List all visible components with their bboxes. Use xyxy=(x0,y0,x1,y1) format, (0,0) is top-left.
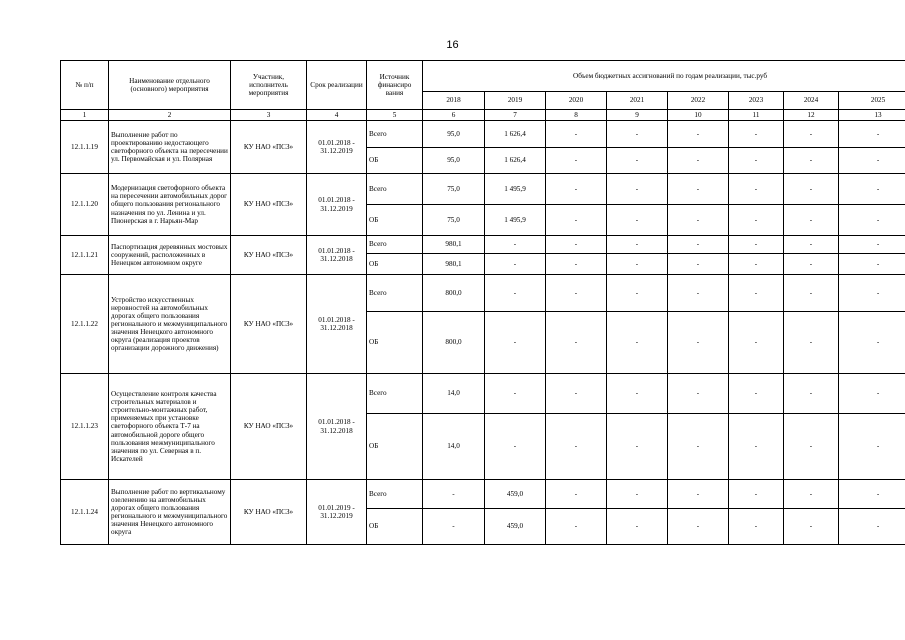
value-cell: - xyxy=(729,275,784,312)
value-cell: - xyxy=(485,374,546,414)
value-cell: - xyxy=(729,254,784,275)
budget-table xyxy=(60,60,905,545)
header-participant: Участник, исполнитель мероприятия xyxy=(231,61,307,110)
value-cell: - xyxy=(784,374,839,414)
value-cell: - xyxy=(668,509,729,545)
value-cell: - xyxy=(607,275,668,312)
value-cell: - xyxy=(485,312,546,374)
row-num: 12.1.1.24 xyxy=(61,480,109,545)
row-source: ОБ xyxy=(367,205,423,236)
value-cell: - xyxy=(839,236,905,254)
row-source: ОБ xyxy=(367,312,423,374)
column-number: 11 xyxy=(729,110,784,121)
value-cell: - xyxy=(423,480,485,509)
header-year: 2023 xyxy=(729,92,784,110)
value-cell: - xyxy=(485,275,546,312)
value-cell: - xyxy=(784,121,839,148)
row-source: ОБ xyxy=(367,414,423,480)
row-source: ОБ xyxy=(367,509,423,545)
row-name: Паспортизация деревянных мостовых сооружений, расположенных в Ненецком автономном округе xyxy=(109,236,231,275)
row-period: 01.01.2018 - 31.12.2018 xyxy=(307,374,367,480)
header-year: 2019 xyxy=(485,92,546,110)
value-cell: 14,0 xyxy=(423,374,485,414)
row-name: Выполнение работ по проектированию недостающего светофорного объекта на пересечении ул. Первомайская и ул. Полярная xyxy=(109,121,231,174)
value-cell: 1 626,4 xyxy=(485,148,546,174)
row-period: 01.01.2018 - 31.12.2018 xyxy=(307,236,367,275)
row-period: 01.01.2018 - 31.12.2019 xyxy=(307,121,367,174)
row-name: Модернизация светофорного объекта на пересечении автомобильных дорог общего пользования регионального назначения по ул. Ленина и ул. Пионерская в г. Нарьян-Мар xyxy=(109,174,231,236)
value-cell: - xyxy=(784,174,839,205)
value-cell: - xyxy=(729,480,784,509)
value-cell: - xyxy=(607,236,668,254)
table-row xyxy=(61,374,905,414)
value-cell: - xyxy=(729,236,784,254)
value-cell: - xyxy=(485,254,546,275)
table-row xyxy=(61,480,905,509)
value-cell: - xyxy=(784,205,839,236)
value-cell: 800,0 xyxy=(423,275,485,312)
value-cell: - xyxy=(607,414,668,480)
value-cell: - xyxy=(784,236,839,254)
value-cell: - xyxy=(485,236,546,254)
column-number-row xyxy=(61,110,905,121)
column-number: 4 xyxy=(307,110,367,121)
value-cell: - xyxy=(729,205,784,236)
column-number: 7 xyxy=(485,110,546,121)
value-cell: - xyxy=(668,121,729,148)
value-cell: - xyxy=(668,480,729,509)
value-cell: - xyxy=(546,236,607,254)
table-row xyxy=(61,174,905,205)
column-number: 1 xyxy=(61,110,109,121)
value-cell: 980,1 xyxy=(423,254,485,275)
value-cell: - xyxy=(668,236,729,254)
value-cell: - xyxy=(546,509,607,545)
value-cell: - xyxy=(607,312,668,374)
value-cell: - xyxy=(784,254,839,275)
value-cell: 95,0 xyxy=(423,148,485,174)
table-row xyxy=(61,236,905,254)
value-cell: - xyxy=(729,374,784,414)
value-cell: - xyxy=(546,312,607,374)
value-cell: 459,0 xyxy=(485,509,546,545)
value-cell: - xyxy=(784,275,839,312)
row-participant: КУ НАО «ПСЗ» xyxy=(231,275,307,374)
row-num: 12.1.1.20 xyxy=(61,174,109,236)
header-year: 2021 xyxy=(607,92,668,110)
value-cell: - xyxy=(729,312,784,374)
row-participant: КУ НАО «ПСЗ» xyxy=(231,480,307,545)
value-cell: - xyxy=(839,509,905,545)
value-cell: - xyxy=(839,205,905,236)
row-source: Всего xyxy=(367,480,423,509)
header-year: 2020 xyxy=(546,92,607,110)
row-participant: КУ НАО «ПСЗ» xyxy=(231,121,307,174)
column-number: 5 xyxy=(367,110,423,121)
value-cell: - xyxy=(607,205,668,236)
value-cell: - xyxy=(546,205,607,236)
column-number: 3 xyxy=(231,110,307,121)
value-cell: 459,0 xyxy=(485,480,546,509)
value-cell: - xyxy=(729,121,784,148)
value-cell: - xyxy=(839,254,905,275)
value-cell: - xyxy=(607,374,668,414)
row-source: ОБ xyxy=(367,148,423,174)
row-name: Выполнение работ по вертикальному озеленению на автомобильных дорогах общего пользования регионального и межмуниципального значения Ненецкого автономного округа xyxy=(109,480,231,545)
value-cell: - xyxy=(607,148,668,174)
value-cell: 75,0 xyxy=(423,205,485,236)
value-cell: - xyxy=(607,509,668,545)
value-cell: - xyxy=(839,275,905,312)
column-number: 8 xyxy=(546,110,607,121)
column-number: 6 xyxy=(423,110,485,121)
value-cell: - xyxy=(485,414,546,480)
page-number: 16 xyxy=(446,39,459,51)
value-cell: - xyxy=(607,121,668,148)
value-cell: 95,0 xyxy=(423,121,485,148)
header-year: 2025 xyxy=(839,92,905,110)
row-name: Устройство искусственных неровностей на автомобильных дорогах общего пользования регионального и межмуниципального значения Ненецкого автономного округа (реализация проектов организации дорожного движения) xyxy=(109,275,231,374)
value-cell: - xyxy=(729,414,784,480)
value-cell: - xyxy=(839,174,905,205)
value-cell: - xyxy=(607,254,668,275)
header-year: 2024 xyxy=(784,92,839,110)
row-source: ОБ xyxy=(367,254,423,275)
value-cell: - xyxy=(729,509,784,545)
column-number: 2 xyxy=(109,110,231,121)
value-cell: - xyxy=(729,148,784,174)
value-cell: - xyxy=(546,480,607,509)
value-cell: - xyxy=(668,148,729,174)
value-cell: 75,0 xyxy=(423,174,485,205)
row-source: Всего xyxy=(367,121,423,148)
header-name: Наименование отдельного (основного) мероприятия xyxy=(109,61,231,110)
row-name: Осуществление контроля качества строительных материалов и строительно-монтажных работ, применяемых при установке светофорного объекта Т-7 на автомобильной дороге общего пользования межмуниципального значения по ул. Северная в п. Искателей xyxy=(109,374,231,480)
column-number: 13 xyxy=(839,110,905,121)
value-cell: - xyxy=(839,480,905,509)
value-cell: - xyxy=(546,374,607,414)
row-source: Всего xyxy=(367,174,423,205)
column-number: 9 xyxy=(607,110,668,121)
value-cell: - xyxy=(668,275,729,312)
value-cell: - xyxy=(839,148,905,174)
value-cell: 800,0 xyxy=(423,312,485,374)
value-cell: - xyxy=(607,174,668,205)
row-num: 12.1.1.23 xyxy=(61,374,109,480)
value-cell: 980,1 xyxy=(423,236,485,254)
row-participant: КУ НАО «ПСЗ» xyxy=(231,374,307,480)
value-cell: - xyxy=(729,174,784,205)
value-cell: - xyxy=(839,414,905,480)
value-cell: - xyxy=(423,509,485,545)
value-cell: - xyxy=(668,312,729,374)
header-volumes: Объем бюджетных ассигнований по годам реализации, тыс.руб xyxy=(423,61,905,92)
row-period: 01.01.2019 - 31.12.2019 xyxy=(307,480,367,545)
column-number: 10 xyxy=(668,110,729,121)
row-num: 12.1.1.19 xyxy=(61,121,109,174)
value-cell: 1 626,4 xyxy=(485,121,546,148)
value-cell: - xyxy=(546,275,607,312)
row-source: Всего xyxy=(367,374,423,414)
value-cell: - xyxy=(784,414,839,480)
value-cell: - xyxy=(607,480,668,509)
row-participant: КУ НАО «ПСЗ» xyxy=(231,174,307,236)
value-cell: - xyxy=(546,148,607,174)
header-period: Срок реализации xyxy=(307,61,367,110)
value-cell: - xyxy=(784,509,839,545)
value-cell: - xyxy=(546,254,607,275)
row-num: 12.1.1.22 xyxy=(61,275,109,374)
row-source: Всего xyxy=(367,275,423,312)
value-cell: 14,0 xyxy=(423,414,485,480)
header-year: 2022 xyxy=(668,92,729,110)
value-cell: - xyxy=(668,254,729,275)
value-cell: - xyxy=(839,374,905,414)
value-cell: - xyxy=(784,148,839,174)
value-cell: - xyxy=(668,414,729,480)
row-period: 01.01.2018 - 31.12.2018 xyxy=(307,275,367,374)
value-cell: - xyxy=(839,312,905,374)
row-participant: КУ НАО «ПСЗ» xyxy=(231,236,307,275)
value-cell: - xyxy=(839,121,905,148)
value-cell: - xyxy=(546,121,607,148)
value-cell: - xyxy=(668,205,729,236)
row-source: Всего xyxy=(367,236,423,254)
value-cell: 1 495,9 xyxy=(485,205,546,236)
table-row xyxy=(61,275,905,312)
column-number: 12 xyxy=(784,110,839,121)
header-source: Источник финансиро вания xyxy=(367,61,423,110)
row-num: 12.1.1.21 xyxy=(61,236,109,275)
table-row xyxy=(61,121,905,148)
header-year: 2018 xyxy=(423,92,485,110)
value-cell: - xyxy=(784,312,839,374)
row-period: 01.01.2018 - 31.12.2019 xyxy=(307,174,367,236)
value-cell: 1 495,9 xyxy=(485,174,546,205)
value-cell: - xyxy=(546,174,607,205)
value-cell: - xyxy=(668,174,729,205)
value-cell: - xyxy=(784,480,839,509)
value-cell: - xyxy=(546,414,607,480)
header-num: № п/п xyxy=(61,61,109,110)
value-cell: - xyxy=(668,374,729,414)
